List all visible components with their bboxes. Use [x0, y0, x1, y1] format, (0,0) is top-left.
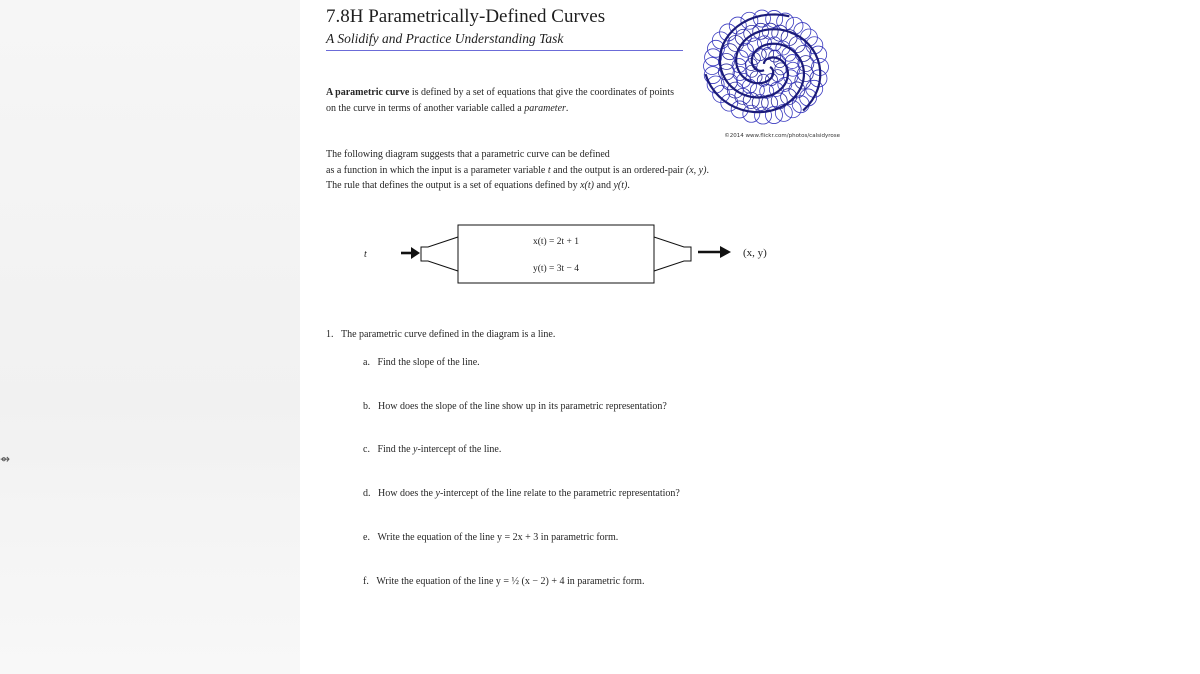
intro-bold-term: A parametric curve	[326, 87, 410, 98]
edge-arrow-icon: ⇴	[0, 452, 11, 466]
part-text-post: -intercept of the line relate to the parametric representation?	[439, 488, 680, 499]
line2-pair: (x, y)	[685, 164, 707, 176]
function-machine-diagram	[340, 216, 840, 296]
diagram-intro-line-3	[326, 178, 806, 194]
part-letter: a.	[363, 357, 370, 368]
part-text-pre: How does the	[378, 488, 436, 499]
equation-x: x(t) = 2t + 1	[532, 237, 580, 247]
part-text: Write the equation of the line y = 2x + 3 in parametric form.	[377, 532, 619, 543]
diagram-intro-paragraph	[326, 147, 806, 194]
part-letter: c.	[363, 444, 370, 455]
part-text: How does the slope of the line show up in its parametric representation?	[378, 401, 667, 412]
input-arrow-icon	[401, 247, 420, 259]
question-part-b	[363, 401, 667, 412]
diagram-intro-line-1: The following diagram suggests that a parametric curve can be defined	[326, 149, 610, 160]
question-text: The parametric curve defined in the diagram is a line.	[341, 329, 556, 340]
part-text-post: -intercept of the line.	[417, 444, 502, 455]
equation-y: y(t) = 3t − 4	[532, 264, 580, 274]
part-letter: e.	[363, 532, 370, 543]
input-label: t	[364, 249, 367, 260]
image-credit: ©2014 www.flickr.com/photos/calsidyrose	[724, 133, 840, 139]
rule-box	[458, 225, 654, 283]
part-text-pre: Find the	[377, 444, 414, 455]
line3-x: x(t)	[580, 180, 594, 191]
line2-end: .	[706, 164, 709, 176]
part-letter: d.	[363, 488, 371, 499]
intro-italic-term: parameter	[524, 102, 566, 114]
line2-pre: as a function in which the input is a parameter variable	[326, 164, 548, 176]
line3-pre: The rule that defines the output is a set of equations defined by	[326, 180, 581, 191]
diagram-intro-line-2	[326, 163, 806, 179]
document-page	[300, 0, 900, 674]
page-title: 7.8H Parametrically-Defined Curves	[326, 6, 606, 27]
line3-end: .	[627, 180, 630, 191]
question-part-f	[363, 576, 644, 587]
output-funnel	[654, 237, 691, 271]
part-var: y	[413, 444, 418, 455]
question-part-d	[363, 488, 680, 499]
left-background	[0, 0, 300, 674]
part-var: y	[435, 488, 440, 499]
intro-end: .	[565, 102, 569, 114]
output-label: (x, y)	[743, 247, 767, 259]
line2-var: t	[547, 164, 551, 176]
page-subtitle: A Solidify and Practice Understanding Task	[326, 31, 564, 46]
intro-text: is defined by a set of equations that give the coordinates of points on the curve in terms of another variable called a	[326, 87, 674, 114]
output-arrow-icon	[698, 246, 731, 258]
question-part-c	[363, 444, 501, 455]
spirograph-image	[692, 3, 840, 131]
input-funnel	[421, 237, 458, 271]
line3-y: y(t)	[613, 180, 628, 191]
part-letter: f.	[363, 576, 369, 587]
question-1	[326, 329, 555, 340]
line3-and: and	[594, 180, 614, 191]
intro-paragraph	[326, 85, 676, 116]
part-letter: b.	[363, 401, 371, 412]
line2-mid: and the output is an ordered-pair	[550, 164, 686, 176]
question-part-e	[363, 532, 618, 543]
part-text: Write the equation of the line y = ½ (x − 2) + 4 in parametric form.	[376, 576, 645, 587]
part-text: Find the slope of the line.	[377, 357, 480, 368]
question-part-a	[363, 357, 480, 368]
title-underline	[326, 50, 683, 51]
question-number: 1.	[326, 329, 334, 340]
